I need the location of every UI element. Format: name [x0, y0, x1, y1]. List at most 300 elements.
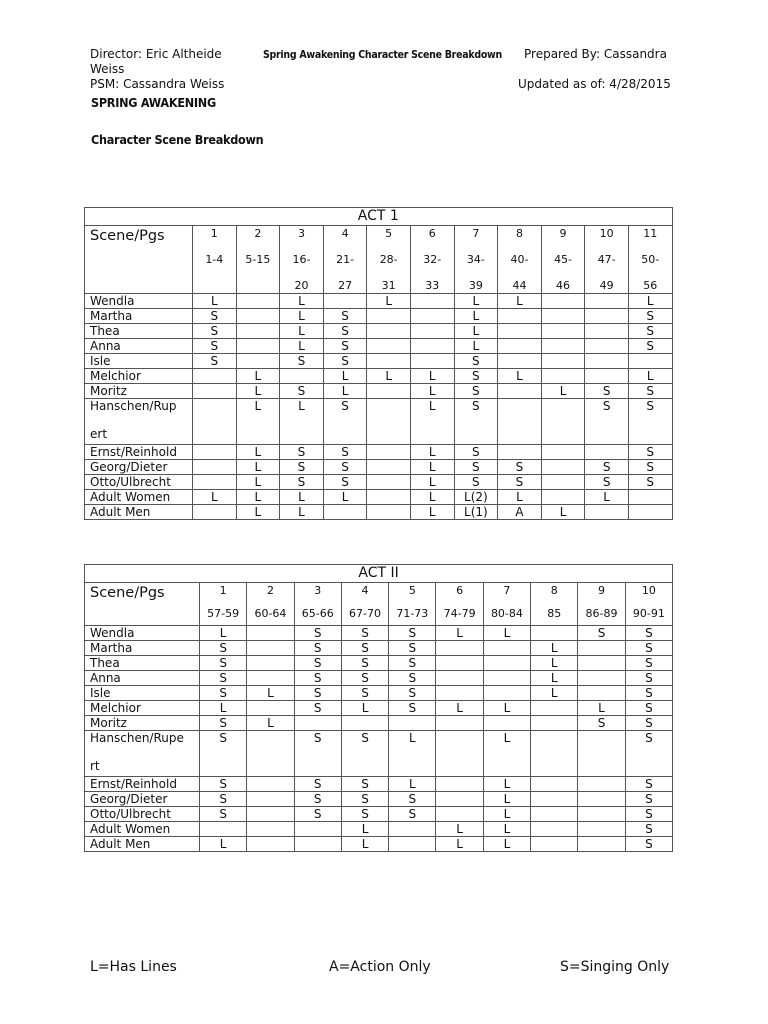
page-range-end: 44: [512, 279, 527, 292]
character-name-text: Moritz: [90, 384, 127, 398]
scene-cell: L: [585, 490, 629, 505]
scene-cell: S: [454, 475, 498, 490]
scene-header-cell: [578, 583, 625, 626]
scene-cell: L: [247, 686, 294, 701]
scene-cell: L: [410, 490, 454, 505]
scene-cell: [585, 445, 629, 460]
scene-number: 5: [385, 227, 393, 240]
scene-cell: S: [193, 309, 237, 324]
scene-cell: [498, 445, 542, 460]
scene-number: 7: [472, 227, 480, 240]
character-name-text: Moritz: [90, 716, 127, 730]
scene-cell: [498, 339, 542, 354]
scene-cell: [498, 324, 542, 339]
scene-header-cell: [323, 226, 367, 294]
scene-cell: [367, 339, 411, 354]
scene-cell: L: [483, 822, 530, 837]
scene-cell: [541, 309, 585, 324]
scene-cell: S: [389, 671, 436, 686]
page-range-start: 40-: [510, 253, 529, 266]
character-name-text: Anna: [90, 339, 121, 353]
scene-cell: [541, 294, 585, 309]
scene-header-cell: [367, 226, 411, 294]
scene-cell: S: [389, 701, 436, 716]
scene-cell: L: [323, 384, 367, 399]
scene-cell: [541, 399, 585, 445]
scene-header-cell: [498, 226, 542, 294]
scene-cell: [367, 399, 411, 445]
scene-cell: L: [280, 490, 324, 505]
scene-cell: L: [389, 731, 436, 777]
scene-header-cell: [585, 226, 629, 294]
character-name: [85, 369, 193, 384]
scene-cell: L: [193, 294, 237, 309]
character-row: [85, 445, 673, 460]
scene-cell: L: [236, 384, 280, 399]
scene-cell: L: [531, 686, 578, 701]
scene-cell: L: [483, 807, 530, 822]
scene-cell: L: [410, 399, 454, 445]
page-range-end: 49: [599, 279, 614, 292]
scene-cell: [294, 837, 341, 852]
character-row: [85, 731, 673, 777]
scene-cell: [585, 309, 629, 324]
page-subtitle: Character Scene Breakdown: [91, 132, 264, 147]
scene-cell: L: [247, 716, 294, 731]
character-row: [85, 822, 673, 837]
scene-cell: L: [389, 777, 436, 792]
scene-cell: [541, 324, 585, 339]
scene-cell: S: [341, 686, 388, 701]
scene-cell: [628, 490, 672, 505]
scene-cell: [410, 354, 454, 369]
page-range-start: 5-15: [245, 253, 271, 266]
character-name-text: Anna: [90, 671, 121, 685]
character-name: [85, 445, 193, 460]
character-name-text: Georg/Dieter: [90, 460, 168, 474]
psm-line: PSM: Cassandra Weiss: [90, 77, 225, 91]
character-row: [85, 384, 673, 399]
scene-cell: A: [498, 505, 542, 520]
scene-cell: L: [628, 369, 672, 384]
scene-cell: [531, 701, 578, 716]
scene-cell: S: [294, 686, 341, 701]
scene-cell: S: [625, 686, 672, 701]
scene-cell: S: [454, 354, 498, 369]
character-name-text: Martha: [90, 641, 133, 655]
scene-cell: S: [578, 626, 625, 641]
scene-cell: [483, 686, 530, 701]
scene-cell: S: [498, 475, 542, 490]
scene-number: 6: [456, 584, 464, 597]
scene-cell: [436, 686, 483, 701]
scene-number: 10: [641, 584, 656, 597]
page-range: 74-79: [443, 607, 476, 620]
scene-cell: [585, 294, 629, 309]
act-title-row: [85, 208, 673, 226]
scene-cell: [389, 822, 436, 837]
character-name-text: Adult Women: [90, 822, 171, 836]
scene-cell: [531, 777, 578, 792]
page-range: 85: [547, 607, 562, 620]
scene-cell: [236, 339, 280, 354]
scene-header-cell: [410, 226, 454, 294]
page-range-start: 32-: [423, 253, 442, 266]
scene-cell: S: [498, 460, 542, 475]
scene-header-cell: [628, 226, 672, 294]
character-name: [85, 294, 193, 309]
scene-cell: [410, 309, 454, 324]
scene-cell: L: [236, 445, 280, 460]
scene-cell: [483, 656, 530, 671]
scene-cell: L: [436, 701, 483, 716]
scene-cell: L: [483, 777, 530, 792]
character-name: [85, 505, 193, 520]
page-range: 57-59: [207, 607, 240, 620]
scene-cell: S: [200, 671, 247, 686]
scene-cell: L: [628, 294, 672, 309]
scene-cell: S: [280, 384, 324, 399]
scene-cell: [410, 324, 454, 339]
character-name-text: Melchior: [90, 701, 141, 715]
scene-cell: [193, 399, 237, 445]
director-line-continued: Weiss: [90, 62, 125, 76]
page-range-start: 28-: [379, 253, 398, 266]
character-name: [85, 384, 193, 399]
scene-cell: S: [341, 731, 388, 777]
scene-cell: [389, 716, 436, 731]
scene-cell: L: [578, 701, 625, 716]
character-name: [85, 777, 200, 792]
scene-cell: [541, 354, 585, 369]
scene-cell: L: [236, 460, 280, 475]
scene-number: 10: [599, 227, 614, 240]
scene-cell: L: [483, 792, 530, 807]
scene-cell: L: [531, 656, 578, 671]
scene-cell: [436, 641, 483, 656]
scene-cell: S: [625, 671, 672, 686]
character-name: [85, 339, 193, 354]
scene-cell: S: [578, 716, 625, 731]
scene-header-cell: [236, 226, 280, 294]
scene-cell: [483, 671, 530, 686]
scene-cell: S: [200, 716, 247, 731]
scene-cell: L: [454, 339, 498, 354]
page-range-start: 16-: [292, 253, 311, 266]
scene-cell: [531, 792, 578, 807]
scene-cell: L: [410, 475, 454, 490]
scene-cell: L: [200, 626, 247, 641]
scene-cell: S: [280, 475, 324, 490]
prepared-by: Prepared By: Cassandra: [524, 47, 667, 61]
scene-cell: [541, 475, 585, 490]
scene-cell: [193, 384, 237, 399]
character-name: [85, 626, 200, 641]
scene-cell: [585, 324, 629, 339]
scene-cell: L: [498, 369, 542, 384]
character-row: [85, 399, 673, 445]
scene-cell: [578, 656, 625, 671]
page-range-start: 21-: [336, 253, 355, 266]
scene-number: 3: [314, 584, 322, 597]
character-name-text: Melchior: [90, 369, 141, 383]
scene-cell: [247, 656, 294, 671]
scene-header-cell: [483, 583, 530, 626]
scene-number: 8: [550, 584, 558, 597]
scene-number: 2: [254, 227, 262, 240]
scene-cell: S: [200, 807, 247, 822]
scene-number: 4: [361, 584, 369, 597]
character-name-text: Isle: [90, 354, 111, 368]
character-row: [85, 807, 673, 822]
scene-cell: L(1): [454, 505, 498, 520]
scene-cell: [436, 671, 483, 686]
page-range-end: 56: [643, 279, 658, 292]
scene-cell: S: [585, 399, 629, 445]
scene-cell: L: [454, 324, 498, 339]
scene-cell: S: [454, 384, 498, 399]
page-range: 67-70: [349, 607, 382, 620]
scene-cell: [578, 837, 625, 852]
act-title: ACT II: [85, 565, 673, 583]
character-row: [85, 701, 673, 716]
page-range-end: 27: [338, 279, 353, 292]
character-row: [85, 294, 673, 309]
scene-cell: [367, 354, 411, 369]
scene-cell: S: [389, 792, 436, 807]
scene-cell: [193, 369, 237, 384]
scene-cell: [578, 731, 625, 777]
scene-cell: S: [280, 354, 324, 369]
scene-number: 1: [219, 584, 227, 597]
scene-header-cell: [200, 583, 247, 626]
character-row: [85, 641, 673, 656]
scene-cell: S: [323, 309, 367, 324]
scene-cell: [436, 777, 483, 792]
scene-cell: S: [389, 656, 436, 671]
character-name: [85, 686, 200, 701]
scene-cell: S: [323, 354, 367, 369]
scene-cell: [585, 505, 629, 520]
scene-cell: [410, 339, 454, 354]
scene-cell: [410, 294, 454, 309]
scene-number: 8: [515, 227, 523, 240]
scene-cell: [541, 490, 585, 505]
scene-cell: [389, 837, 436, 852]
character-row: [85, 686, 673, 701]
scene-cell: S: [625, 837, 672, 852]
scene-cell: [498, 354, 542, 369]
character-name-text: Hanschen/Rup: [90, 399, 177, 413]
scene-cell: L: [280, 505, 324, 520]
scene-cell: [498, 399, 542, 445]
character-name: [85, 671, 200, 686]
scene-cell: L: [410, 460, 454, 475]
character-row: [85, 505, 673, 520]
scene-cell: [436, 807, 483, 822]
scene-cell: L: [541, 384, 585, 399]
scene-cell: S: [341, 807, 388, 822]
scene-cell: S: [454, 399, 498, 445]
scene-cell: S: [454, 369, 498, 384]
scene-header-cell: [454, 226, 498, 294]
scene-cell: [541, 460, 585, 475]
scene-cell: S: [625, 807, 672, 822]
scene-header-cell: [436, 583, 483, 626]
character-row: [85, 475, 673, 490]
page-range-end: 39: [468, 279, 483, 292]
scene-cell: [436, 792, 483, 807]
scene-cell: L: [341, 701, 388, 716]
scene-cell: [280, 369, 324, 384]
scene-number: 9: [598, 584, 606, 597]
scene-cell: L: [280, 339, 324, 354]
document-header-title: Spring Awakening Character Scene Breakdown: [263, 49, 502, 61]
character-name-continued: ert: [90, 427, 108, 441]
scene-header-cell: [294, 583, 341, 626]
character-name-text: Thea: [90, 656, 120, 670]
scene-cell: S: [628, 445, 672, 460]
scene-cell: [541, 339, 585, 354]
character-name: [85, 641, 200, 656]
scene-cell: [193, 445, 237, 460]
scene-cell: [247, 822, 294, 837]
character-name: [85, 807, 200, 822]
scene-pages-label: Scene/Pgs: [85, 226, 193, 294]
scene-cell: S: [294, 777, 341, 792]
scene-cell: S: [625, 822, 672, 837]
scene-cell: S: [625, 701, 672, 716]
scene-cell: [247, 777, 294, 792]
scene-header-cell: [280, 226, 324, 294]
character-row: [85, 460, 673, 475]
scene-cell: S: [389, 626, 436, 641]
scene-number: 9: [559, 227, 567, 240]
scene-cell: [193, 460, 237, 475]
scene-cell: L: [200, 701, 247, 716]
character-row: [85, 490, 673, 505]
scene-cell: S: [193, 324, 237, 339]
character-row: [85, 324, 673, 339]
scene-cell: S: [200, 656, 247, 671]
scene-cell: S: [341, 777, 388, 792]
scene-cell: L: [483, 626, 530, 641]
legend-singing: S=Singing Only: [560, 959, 670, 975]
act1-table: [84, 207, 673, 520]
scene-cell: [323, 294, 367, 309]
scene-cell: [247, 641, 294, 656]
scene-cell: [294, 822, 341, 837]
scene-cell: S: [628, 339, 672, 354]
scene-cell: L: [236, 369, 280, 384]
character-name-text: Adult Men: [90, 837, 151, 851]
scene-header-cell: [625, 583, 672, 626]
scene-cell: [367, 505, 411, 520]
scene-cell: S: [628, 384, 672, 399]
character-row: [85, 671, 673, 686]
scene-cell: L: [454, 294, 498, 309]
scene-cell: [247, 792, 294, 807]
scene-cell: [247, 807, 294, 822]
character-name-text: Hanschen/Rupe: [90, 731, 184, 745]
scene-cell: [531, 822, 578, 837]
scene-cell: [531, 626, 578, 641]
scene-number: 5: [408, 584, 416, 597]
character-name-text: Martha: [90, 309, 133, 323]
character-name-text: Wendla: [90, 626, 135, 640]
scene-cell: L: [236, 490, 280, 505]
scene-cell: L: [436, 626, 483, 641]
scene-cell: L: [410, 369, 454, 384]
character-name-text: Ernst/Reinhold: [90, 445, 177, 459]
scene-cell: S: [294, 731, 341, 777]
scene-cell: L: [436, 837, 483, 852]
scene-cell: S: [280, 445, 324, 460]
scene-number: 7: [503, 584, 511, 597]
scene-header-cell: [247, 583, 294, 626]
scene-cell: S: [200, 641, 247, 656]
scene-number: 1: [210, 227, 218, 240]
scene-cell: S: [625, 641, 672, 656]
scene-cell: L: [323, 490, 367, 505]
character-name: [85, 716, 200, 731]
scene-cell: [367, 324, 411, 339]
scene-cell: L: [367, 294, 411, 309]
scene-cell: L: [280, 324, 324, 339]
scene-cell: L: [341, 837, 388, 852]
scene-cell: [341, 716, 388, 731]
scene-cell: L: [531, 641, 578, 656]
character-row: [85, 656, 673, 671]
scene-cell: [628, 505, 672, 520]
scene-cell: S: [625, 777, 672, 792]
scene-cell: S: [341, 641, 388, 656]
scene-cell: S: [294, 792, 341, 807]
scene-cell: S: [628, 399, 672, 445]
page-range-end: [193, 279, 236, 292]
character-row: [85, 792, 673, 807]
scene-cell: [367, 490, 411, 505]
page-range: 60-64: [254, 607, 287, 620]
scene-cell: [531, 807, 578, 822]
scene-cell: S: [323, 399, 367, 445]
scene-cell: [247, 731, 294, 777]
scene-cell: [541, 369, 585, 384]
character-row: [85, 777, 673, 792]
character-name-text: Adult Women: [90, 490, 171, 504]
scene-cell: [436, 716, 483, 731]
scene-cell: S: [294, 626, 341, 641]
character-name: [85, 701, 200, 716]
scene-number: 3: [297, 227, 305, 240]
scene-cell: S: [294, 701, 341, 716]
scene-cell: S: [200, 792, 247, 807]
character-name: [85, 656, 200, 671]
scene-cell: L: [236, 399, 280, 445]
scene-cell: [247, 671, 294, 686]
scene-cell: [367, 384, 411, 399]
scene-cell: L: [483, 837, 530, 852]
scene-cell: S: [323, 445, 367, 460]
scene-cell: [541, 445, 585, 460]
character-name-text: Wendla: [90, 294, 135, 308]
scene-cell: [531, 716, 578, 731]
scene-header-cell: [193, 226, 237, 294]
scene-cell: [323, 505, 367, 520]
legend-action: A=Action Only: [329, 959, 431, 975]
scene-cell: L: [410, 445, 454, 460]
scene-header-row: [85, 226, 673, 294]
